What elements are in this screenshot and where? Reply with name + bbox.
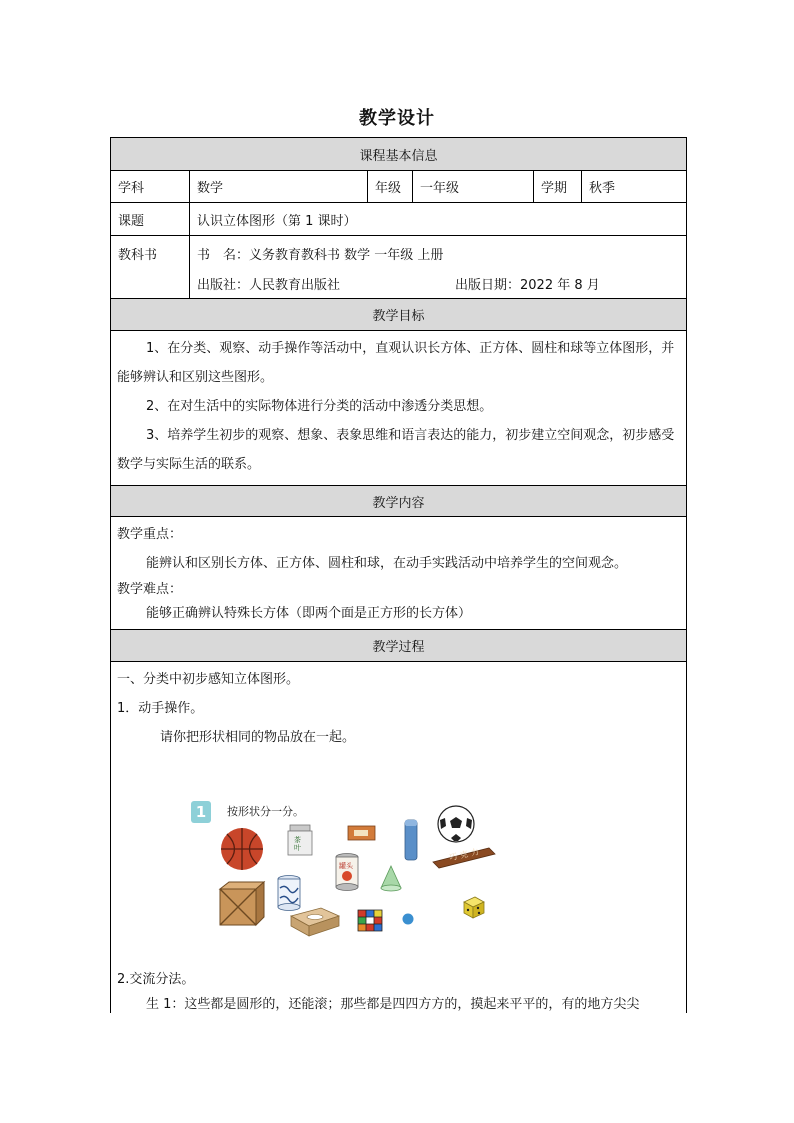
content-body (111, 517, 686, 630)
illustration-caption: 按形状分一分。 (227, 805, 304, 818)
subject-label: 学科 (111, 171, 190, 202)
objective-3: 3、培养学生初步的观察、想象、表象思维和语言表达的能力，初步建立空间观念，初步感受数学与实际生活的联系。 (117, 428, 675, 472)
process-step-1-1: 1．动手操作。 (117, 701, 204, 716)
topic-label: 课题 (111, 203, 190, 235)
difficult-point-text: 能够正确辨认特殊长方体（即两个面是正方形的长方体） (146, 606, 472, 621)
basketball-icon (219, 826, 265, 872)
exercise-number-badge: 1 (191, 801, 211, 823)
process-step-1-2: 2.交流分法。 (117, 972, 195, 987)
process-step-1: 一、分类中初步感知立体图形。 (117, 672, 300, 687)
student-answer-1: 生 1：这些都是圆形的，还能滚；那些都是四四方方的，摸起来平平的，有的地方尖尖 (146, 997, 640, 1012)
section-header-objectives: 教学目标 (111, 299, 686, 331)
grade-label: 年级 (368, 171, 413, 202)
grade-value: 一年级 (413, 171, 534, 202)
dice-icon (461, 894, 487, 920)
section-header-process: 教学过程 (111, 630, 686, 662)
rubiks-cube-icon (356, 906, 386, 934)
small-box-icon (347, 822, 377, 842)
objectives-body (111, 331, 686, 486)
textbook-name: 书 名：义务教育教科书 数学 一年级 上册 (197, 248, 444, 263)
info-row-topic (111, 203, 686, 236)
key-point-label: 教学重点： (117, 527, 183, 542)
wooden-crate-icon (217, 879, 267, 929)
process-body (111, 662, 686, 1013)
textbook-publish-date: 出版日期：2022 年 8 月 (455, 278, 600, 293)
tea-box-label: 茶叶 (294, 836, 301, 852)
topic-value: 认识立体图形（第 1 课时） (197, 213, 357, 229)
term-label: 学期 (534, 171, 582, 202)
subject-value: 数学 (190, 171, 368, 202)
process-instruction: 请你把形状相同的物品放在一起。 (160, 730, 356, 745)
chocolate-bar-label: 巧克力 (448, 846, 483, 863)
info-row-subject (111, 171, 686, 203)
cone-icon (379, 864, 403, 894)
objective-2: 2、在对生活中的实际物体进行分类的活动中渗透分类思想。 (146, 399, 493, 414)
textbook-illustration (191, 794, 501, 944)
textbook-publisher: 出版社：人民教育出版社 (197, 278, 341, 293)
canned-food-label: 罐头 (339, 862, 353, 870)
soccer-ball-icon (436, 804, 476, 844)
tissue-box-icon (287, 904, 341, 938)
canned-food-icon (333, 852, 361, 892)
small-ball-icon (401, 912, 415, 926)
textbook-label: 教科书 (111, 236, 190, 298)
thermos-icon (403, 818, 419, 862)
info-row-textbook (111, 236, 686, 299)
section-header-basic-info: 课程基本信息 (111, 138, 686, 171)
document-title: 教学设计 (359, 108, 435, 129)
term-value: 秋季 (589, 181, 616, 196)
key-point-text: 能辨认和区别长方体、正方体、圆柱和球，在动手实践活动中培养学生的空间观念。 (146, 556, 628, 571)
difficult-point-label: 教学难点： (117, 582, 183, 597)
section-header-content: 教学内容 (111, 486, 686, 517)
objective-1: 1、在分类、观察、动手操作等活动中，直观认识长方体、正方体、圆柱和球等立体图形，并能够辨认和区别这些图形。 (117, 341, 675, 385)
lesson-table (110, 137, 687, 1013)
